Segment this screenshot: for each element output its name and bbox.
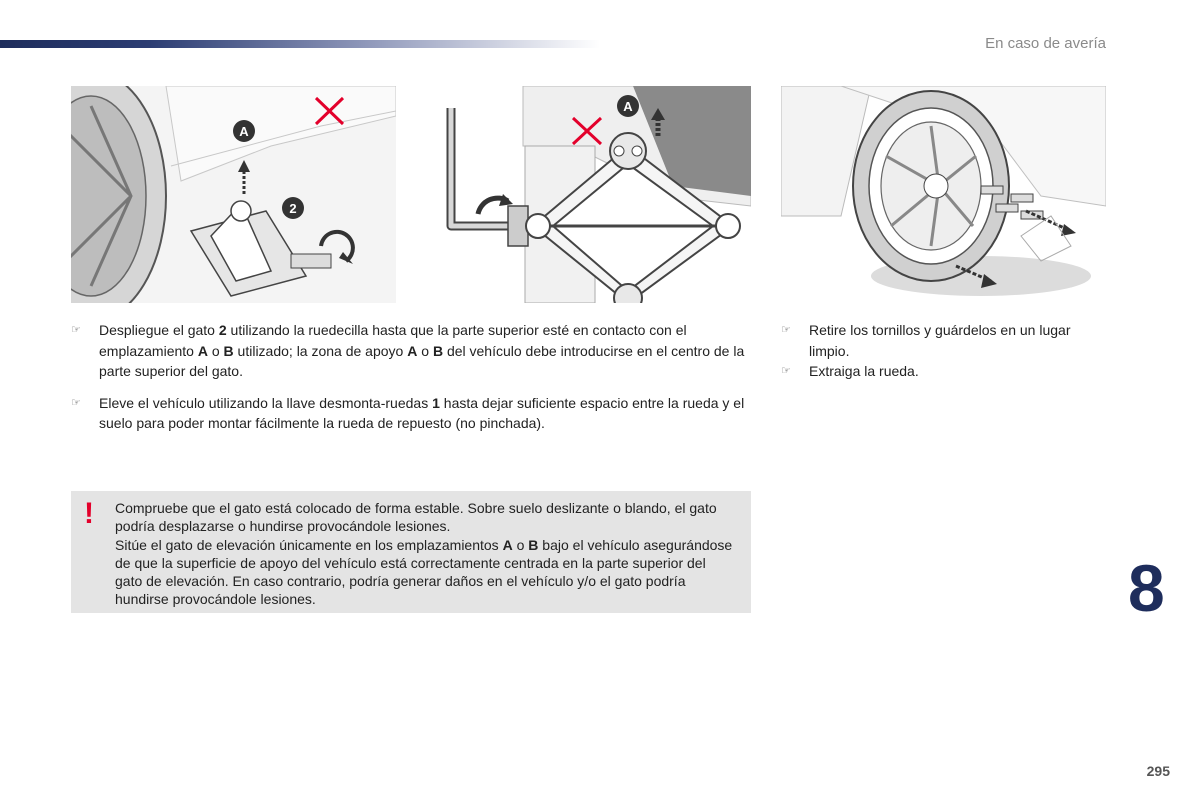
figure-jack-positioning — [71, 86, 396, 303]
page-number: 295 — [1146, 763, 1170, 779]
bullet-hand-icon: ☞ — [781, 324, 791, 336]
bullet-hand-icon: ☞ — [781, 365, 791, 377]
list-item: ☞ Eleve el vehículo utilizando la llave desmonta-ruedas 1 hasta dejar suficiente espacio entre la rueda y el suelo para poder montar fácilmente la rueda de repuesto (no pinchada). — [71, 394, 745, 431]
figure-jack-detail — [443, 86, 751, 303]
chapter-number: 8 — [1128, 551, 1165, 625]
figure-label-a: A — [239, 124, 249, 139]
list-item: ☞ Despliegue el gato 2 utilizando la ruedecilla hasta que la parte superior esté en contacto con el emplazamiento A o B utilizado; la zona de apoyo A o B del vehículo debe introducirse en el centro de la parte superior del gato. — [71, 322, 745, 379]
list-item: ☞ Extraiga la rueda. — [781, 361, 1111, 382]
bullet-hand-icon: ☞ — [71, 324, 81, 336]
warning-box — [71, 491, 751, 613]
left-instructions — [71, 320, 747, 445]
warning-icon: ! — [84, 497, 94, 530]
list-item: ☞ Retire los tornillos y guárdelos en un lugar limpio. — [781, 322, 1071, 359]
figure-label-2: 2 — [289, 201, 297, 216]
section-title: En caso de avería — [985, 35, 1106, 52]
right-instructions — [781, 320, 1111, 382]
figure-wheel-removal — [781, 86, 1106, 303]
header-gradient-bar — [0, 40, 600, 48]
warning-text: Compruebe que el gato está colocado de forma estable. Sobre suelo deslizante o blando, el gato podría desplazarse o hundirse provocándole lesiones. Sitúe el gato de elevación únicamente en los emplazamientos A o B bajo el vehículo asegurándose de que la superficie de apoyo del vehículo está correctamente centrada en la parte superior del gato de elevación. En caso contrario, podría generar daños en el vehículo y/o el gato podría hundirse provocándole lesiones. — [115, 500, 733, 608]
bullet-hand-icon: ☞ — [71, 396, 81, 409]
figure-label-a: A — [623, 99, 633, 114]
